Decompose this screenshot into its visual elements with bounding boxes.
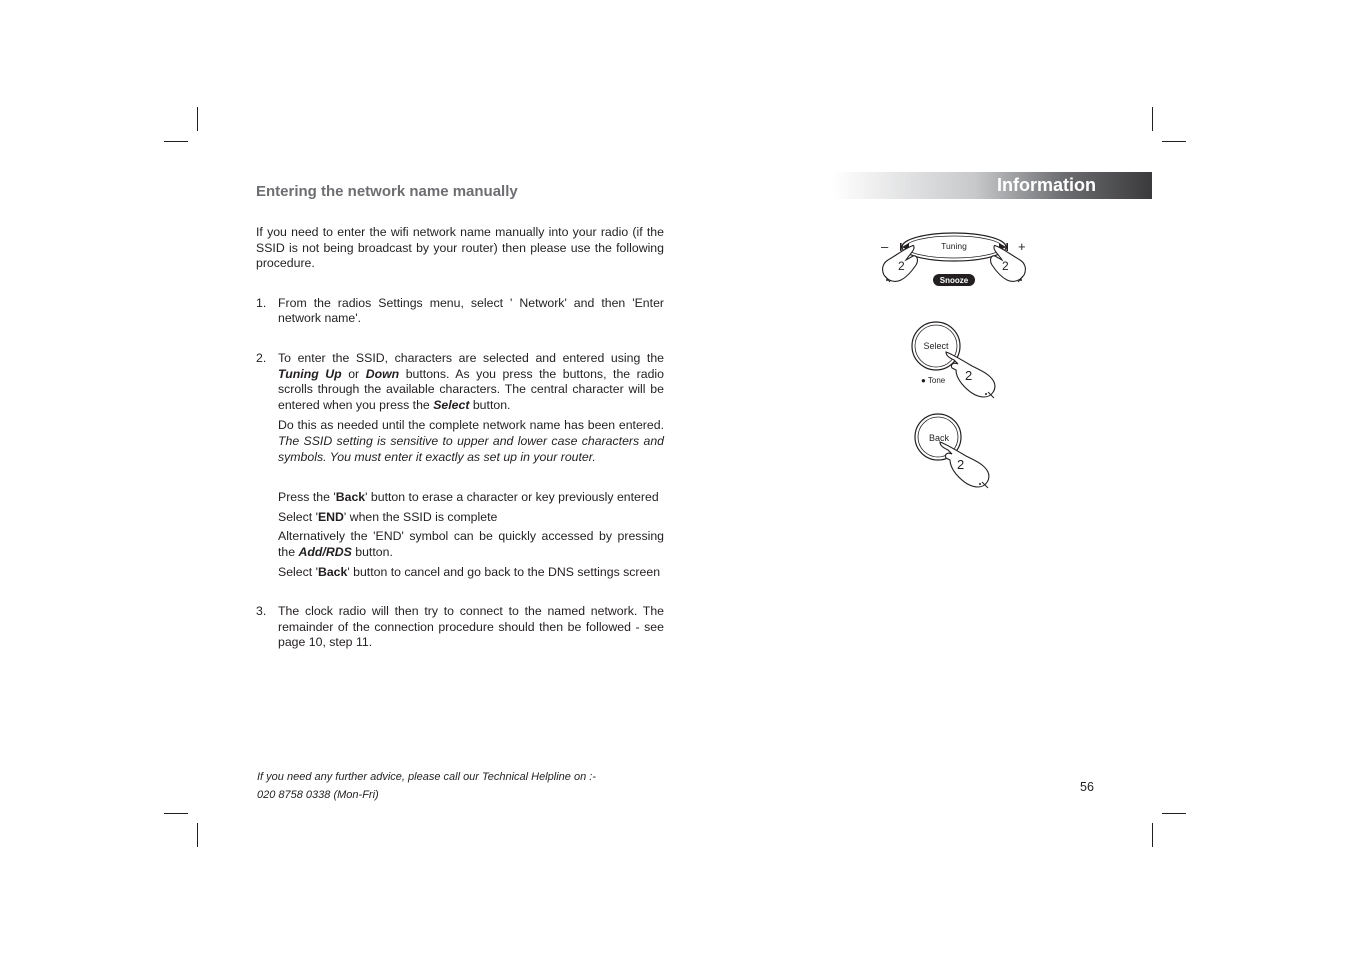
finger-number: 2 xyxy=(957,457,965,472)
key-add-rds: Add/RDS xyxy=(298,544,352,559)
step-number: 1. xyxy=(256,295,267,310)
crop-mark xyxy=(1152,823,1153,847)
finger-number: 2 xyxy=(965,368,973,383)
step-text: From the radios Settings menu, select ' Network' and then 'Enter network name'. xyxy=(278,295,664,326)
back-label: Back xyxy=(928,433,950,443)
finger-number-right: 2 xyxy=(1002,259,1009,273)
back-button-illustration xyxy=(910,410,1000,494)
page-number: 56 xyxy=(1080,780,1094,794)
key-back: Back xyxy=(317,564,348,579)
step-2-note xyxy=(256,418,664,465)
step-text: or xyxy=(348,366,360,381)
step-text: buttons. As you press the buttons, the radio scrolls through the available characters. The central character will be entered when you press the xyxy=(278,366,664,412)
text-run: Select ' xyxy=(278,509,318,524)
banner-label: Information xyxy=(997,175,1096,195)
step-3 xyxy=(256,604,664,651)
select-label: Select xyxy=(923,341,949,351)
key-select: Select xyxy=(433,397,470,412)
crop-mark xyxy=(1152,107,1153,131)
text-run: ' button to cancel and go back to the DNS settings screen xyxy=(347,564,661,579)
section-title: Entering the network name manually xyxy=(256,183,518,200)
finger-number-left: 2 xyxy=(898,259,905,273)
helpline-number: 020 8758 0338 (Mon-Fri) xyxy=(257,789,379,801)
alt-instruction xyxy=(256,529,664,560)
tone-label: ● Tone xyxy=(921,376,946,385)
back-instruction xyxy=(256,490,664,506)
select-button-illustration xyxy=(906,318,1002,404)
plus-label: + xyxy=(1018,239,1026,254)
text-run: Select ' xyxy=(278,564,318,579)
hand-icon xyxy=(940,442,989,487)
instructions xyxy=(256,225,664,651)
key-end: END xyxy=(317,509,344,524)
text-run: ' button to erase a character or key previously entered xyxy=(365,490,659,505)
crop-mark xyxy=(197,823,198,847)
step-number: 2. xyxy=(256,350,267,365)
intro-paragraph: If you need to enter the wifi network name manually into your radio (if the SSID is not being broadcast by your router) then please use the following procedure. xyxy=(256,225,664,271)
section-banner xyxy=(832,172,1152,199)
step-2 xyxy=(256,351,664,413)
footer-helpline xyxy=(257,768,596,804)
step-text: The clock radio will then try to connect to the named network. The remainder of the connection procedure should then be followed - see page 10, step 11. xyxy=(278,604,664,650)
text-run: ' when the SSID is complete xyxy=(343,509,498,524)
end-instruction xyxy=(256,510,664,526)
tuning-label: Tuning xyxy=(941,241,967,251)
step-text: To enter the SSID, characters are selected and entered using the xyxy=(278,350,664,365)
text-run: button. xyxy=(355,544,393,559)
text-run: Alternatively the 'END' symbol can be quickly accessed by pressing the xyxy=(278,529,664,559)
cancel-instruction xyxy=(256,565,664,581)
crop-mark xyxy=(1162,141,1186,142)
key-tuning-up: Tuning Up xyxy=(278,366,342,381)
step-1 xyxy=(256,296,664,327)
crop-mark xyxy=(1162,813,1186,814)
crop-mark xyxy=(164,813,188,814)
step-text: button. xyxy=(472,397,511,412)
key-back: Back xyxy=(335,490,366,505)
snooze-label: Snooze xyxy=(939,276,969,285)
note-italic: The SSID setting is sensitive to upper and lower case characters and symbols. You must enter it exactly as set up in your router. xyxy=(278,433,664,464)
text-run: Press the ' xyxy=(278,490,336,505)
tuning-buttons-illustration xyxy=(876,224,1036,292)
key-down: Down xyxy=(365,366,400,381)
crop-mark xyxy=(164,141,188,142)
helpline-text: If you need any further advice, please call our Technical Helpline on :- xyxy=(257,771,596,783)
note-text: Do this as needed until the complete network name has been entered. xyxy=(278,418,664,433)
crop-mark xyxy=(197,107,198,131)
step-number: 3. xyxy=(256,604,267,619)
minus-label: – xyxy=(881,239,889,254)
